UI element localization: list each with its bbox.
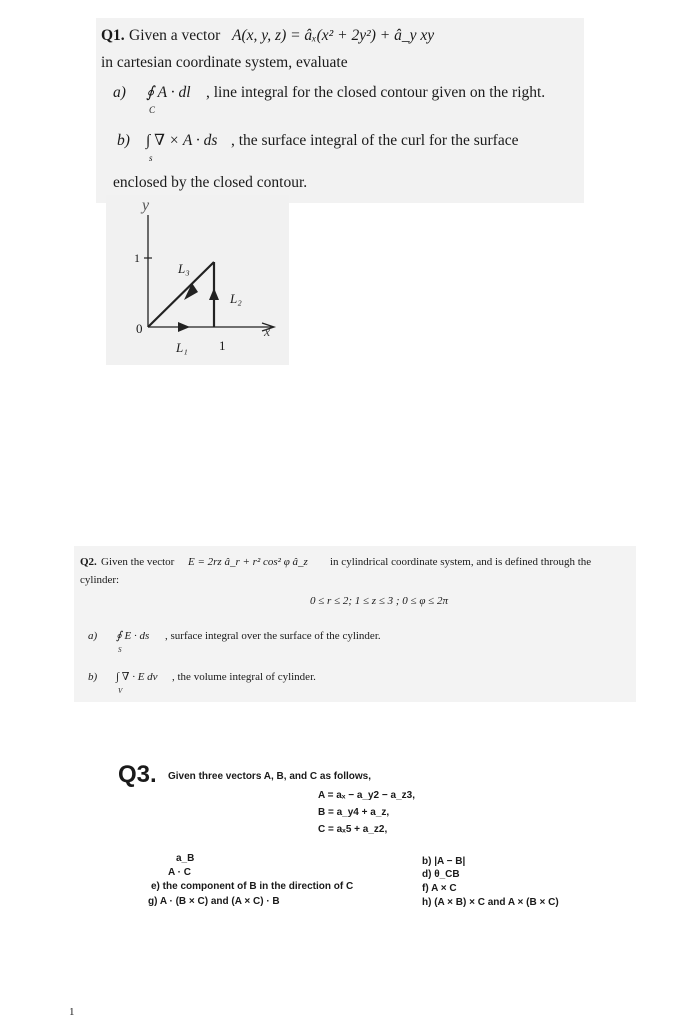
q3-vec-c: C = aₓ5 + a_z2, [318,824,388,835]
q2-b-label: b) [88,671,98,683]
figure-x-label: x [264,325,271,340]
q2-b-integral: ∫ ∇ · E dv [116,671,158,683]
l1-arrow-icon [178,322,190,332]
q2-intro: Given the vector [101,556,175,568]
q2-line2: cylinder: [80,574,120,586]
q3-vec-a: A = aₓ − a_y2 − a_z3, [318,790,415,801]
q3-right-item: d) θ_CB [422,869,460,880]
q3-intro: Given three vectors A, B, and C as follows, [168,771,372,782]
figure-y-tick: 1 [134,251,140,265]
q1-a-integral: ∮ A · dl [146,84,191,101]
q2-label: Q2. [80,556,97,568]
q1-vector: A(x, y, z) = âₓ(x² + 2y²) + â_y xy [232,27,435,44]
q2-a-integral: ∮ E · ds [116,630,150,642]
figure-l2: L₂ [230,291,242,306]
q2-text: in cylindrical coordinate system, and is defined through the [330,556,592,568]
q1-b-sub: s [149,153,153,163]
q3-right-item: f) A × C [422,883,457,894]
q3-left-item: A · C [168,867,191,878]
q1-line-last: enclosed by the closed contour. [113,174,308,191]
q3-right-item: h) (A × B) × C and A × (B × C) [422,897,559,908]
q2-a-sub: S [118,646,122,654]
q2-b-text: , the volume integral of cylinder. [172,671,316,683]
q2-a-label: a) [88,630,98,642]
l2-arrow-icon [209,288,219,300]
q1-b-integral: ∫ ∇ × A · ds [146,132,218,149]
q1-a-label: a) [113,84,126,101]
q1-a-sub: C [149,105,156,115]
q3-vec-b: B = a_y4 + a_z, [318,807,390,818]
figure-y-label: y [142,197,150,214]
q1-line2: in cartesian coordinate system, evaluate [101,54,348,71]
figure-x-tick: 1 [219,338,226,353]
figure-l3: L₃ [178,261,190,276]
q2-vector: E = 2rz â_r + r² cos² φ â_z [188,556,308,568]
q3-right-item: b) |A − B| [422,856,466,867]
q1-b-text: , the surface integral of the curl for the surface [231,132,519,149]
q3-left-item: a_B [176,853,195,864]
q1-a-text: , line integral for the closed contour given on the right. [206,84,546,101]
figure-l1: L₁ [176,340,188,355]
q2-range: 0 ≤ r ≤ 2; 1 ≤ z ≤ 3 ; 0 ≤ φ ≤ 2π [310,595,448,607]
figure-origin: 0 [136,321,143,336]
q1-b-label: b) [117,132,130,149]
q1-label: Q1. [101,27,125,44]
q1-intro: Given a vector [129,27,221,44]
q3-label: Q3. [118,761,157,788]
q2-b-sub: V [118,687,123,695]
q2-a-text: , surface integral over the surface of the cylinder. [165,630,381,642]
l3-arrow-icon [184,283,198,300]
q3-left-item: g) A · (B × C) and (A × C) · B [148,896,280,907]
page-number: 1 [69,1006,75,1018]
q3-left-item: e) the component of B in the direction of C [151,881,354,892]
